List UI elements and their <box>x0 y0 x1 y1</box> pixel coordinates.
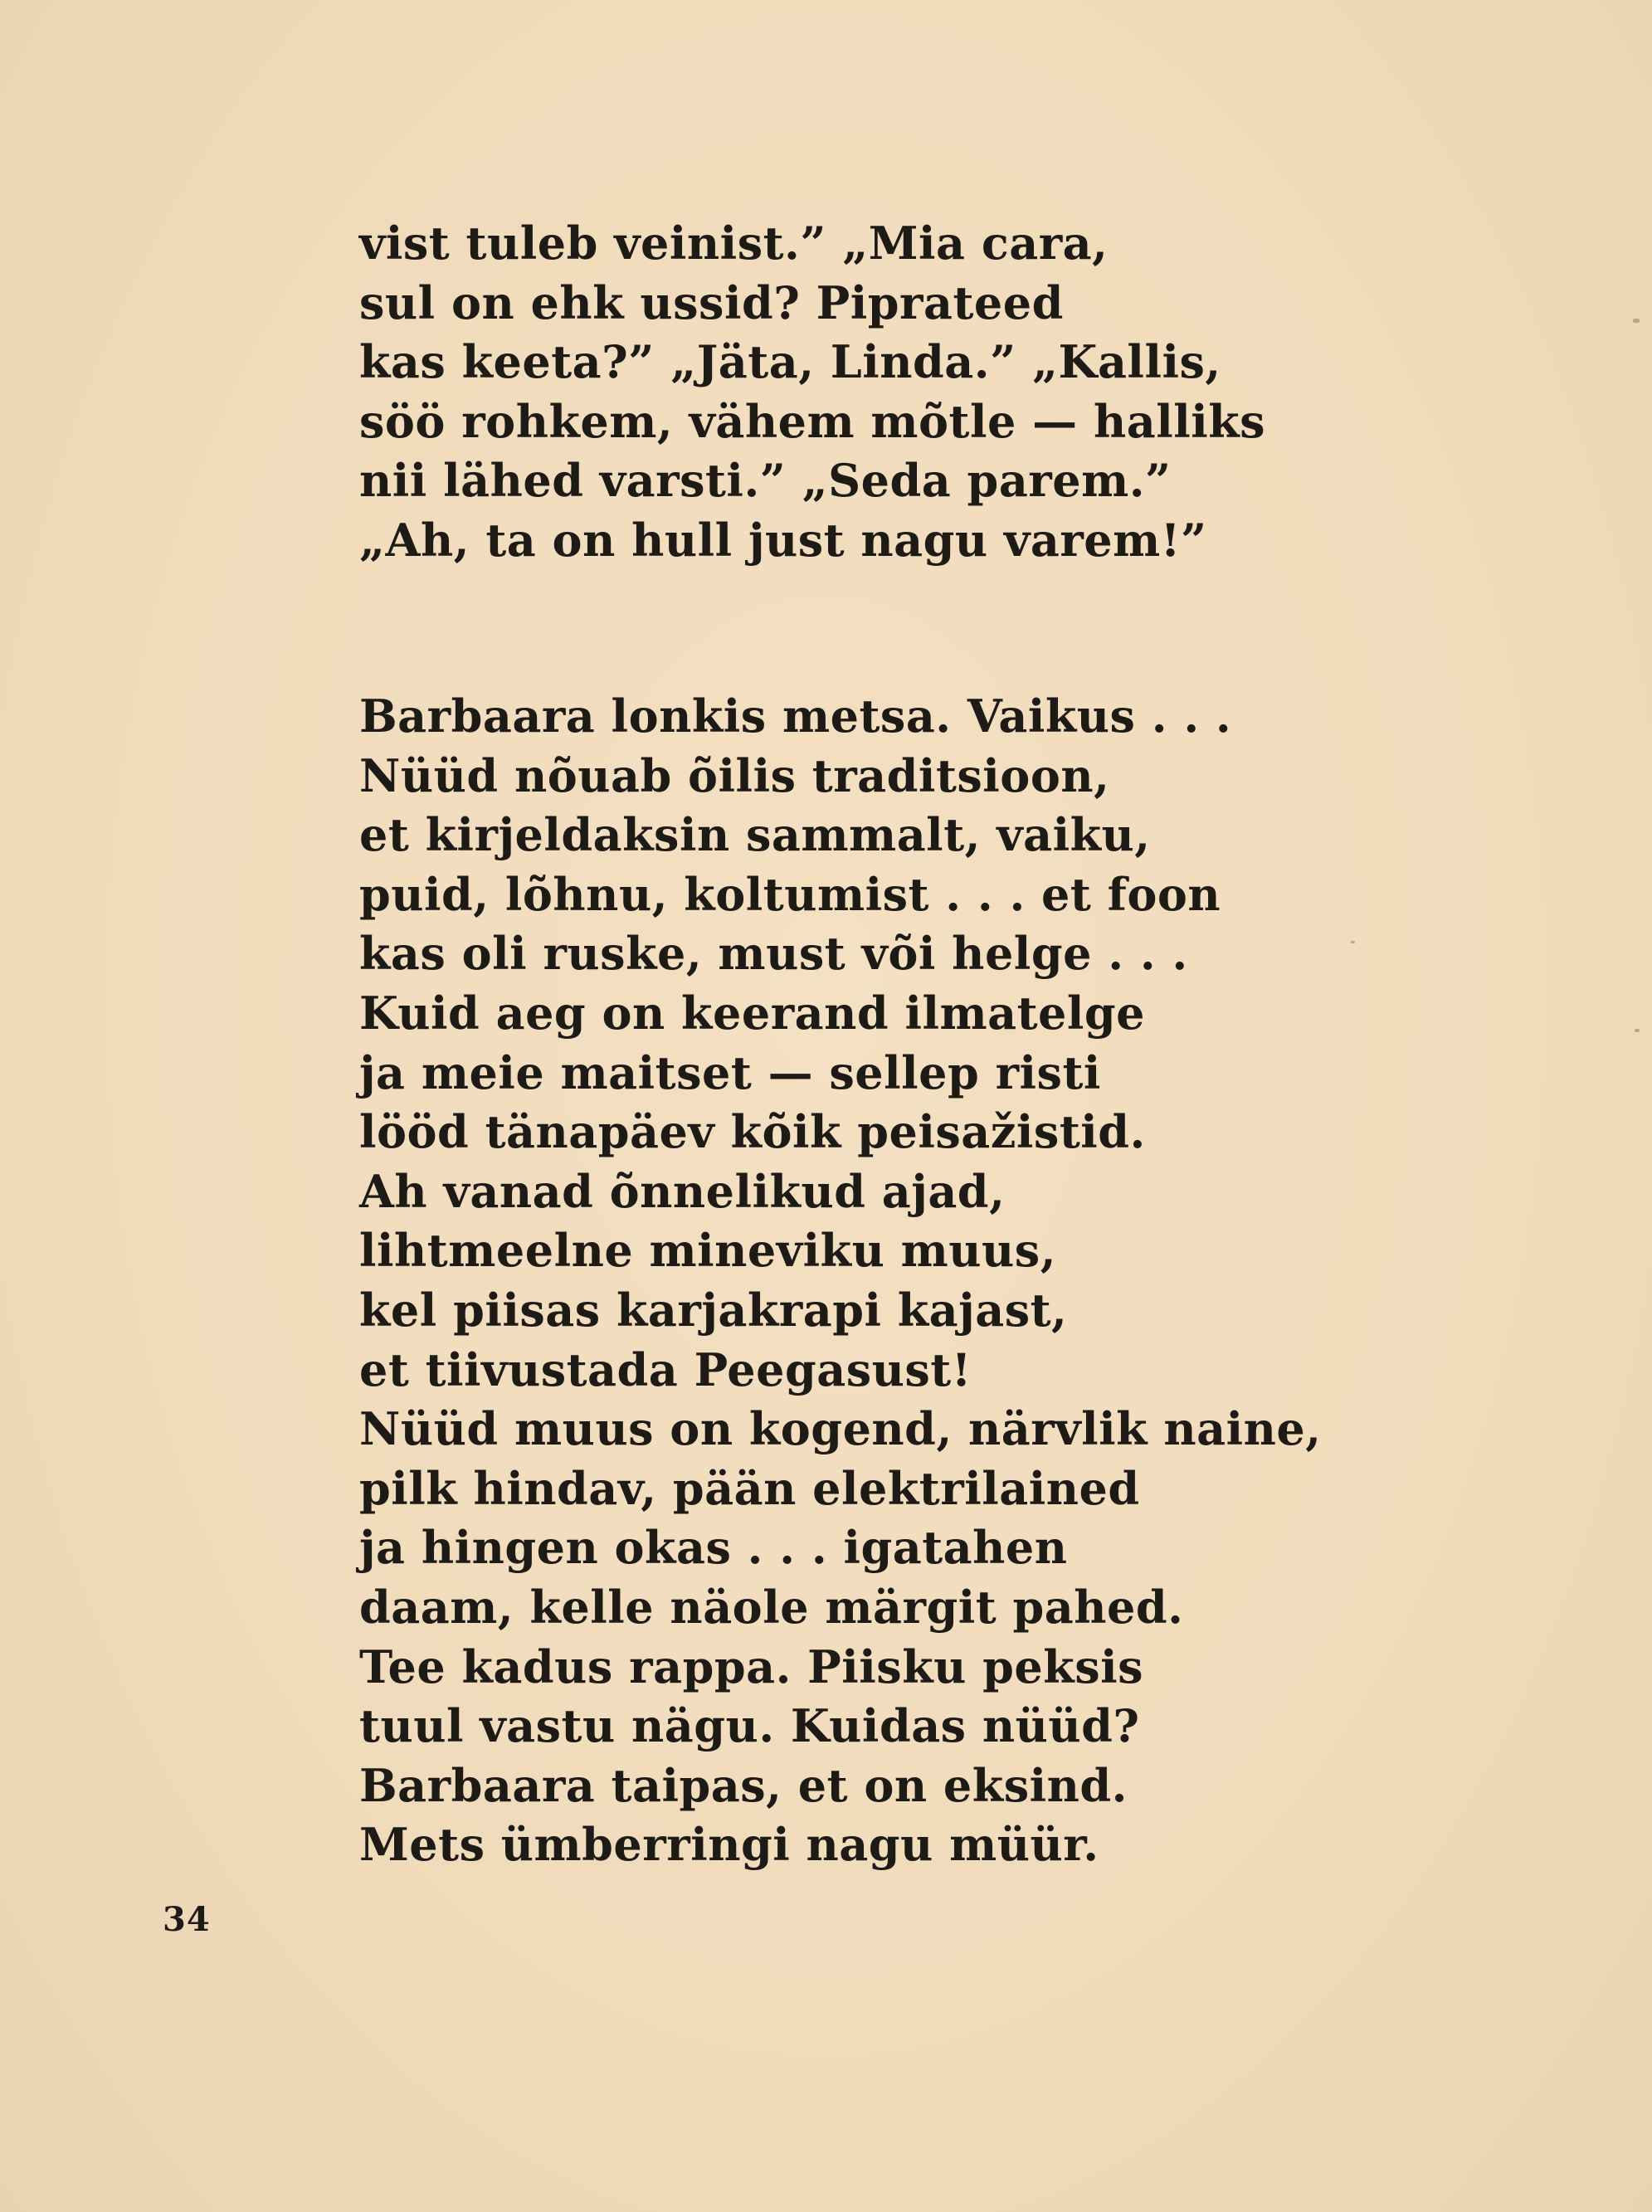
paper-speck <box>1351 941 1355 943</box>
poem-line: Barbaara taipas, et on eksind. <box>359 1758 1128 1812</box>
poem-line: pilk hindav, pään elektrilained <box>359 1461 1140 1515</box>
paper-speck <box>1633 319 1640 323</box>
poem-line: daam, kelle näole märgit pahed. <box>359 1580 1184 1634</box>
poem-line: Nüüd muus on kogend, närvlik naine, <box>359 1402 1322 1456</box>
poem-line: nii lähed varsti.” „Seda parem.” <box>359 454 1172 508</box>
poem-line: puid, lõhnu, koltumist . . . et foon <box>359 867 1221 921</box>
poem-line: „Ah, ta on hull just nagu varem!” <box>359 513 1207 567</box>
poem-line: Mets ümberringi nagu müür. <box>359 1818 1099 1872</box>
poem-line: Tee kadus rappa. Piisku peksis <box>359 1640 1144 1693</box>
stanza-2 <box>359 687 1322 1875</box>
poem-line: lööd tänapäev kõik peisažistid. <box>359 1105 1146 1159</box>
page-number: 34 <box>163 1900 211 1939</box>
poem-line: ja meie maitset — sellep risti <box>359 1045 1101 1099</box>
poem-line: Kuid aeg on keerand ilmatelge <box>359 986 1146 1040</box>
poem-line: et kirjeldaksin sammalt, vaiku, <box>359 808 1151 862</box>
poem-line: Ah vanad õnnelikud ajad, <box>359 1164 1006 1218</box>
paper-speck <box>1635 1029 1640 1032</box>
poem-line: Barbaara lonkis metsa. Vaikus . . . <box>359 689 1232 743</box>
poem-line: Nüüd nõuab õilis traditsioon, <box>359 748 1110 802</box>
poem-line: kas oli ruske, must või helge . . . <box>359 927 1188 981</box>
poem-line: lihtmeelne mineviku muus, <box>359 1224 1057 1278</box>
poem-line: sul on ehk ussid? Piprateed <box>359 275 1064 329</box>
poem-line: kel piisas karjakrapi kajast, <box>359 1283 1068 1337</box>
poem-line: et tiivustada Peegasust! <box>359 1342 972 1396</box>
stanza-1 <box>359 214 1265 571</box>
poem-line: kas keeta?” „Jäta, Linda.” „Kallis, <box>359 335 1221 389</box>
poem-line: söö rohkem, vähem mõtle — halliks <box>359 394 1266 448</box>
poem-line: tuul vastu nägu. Kuidas nüüd? <box>359 1699 1140 1753</box>
poem-line: vist tuleb veinist.” „Mia cara, <box>359 217 1109 270</box>
poem-line: ja hingen okas . . . igatahen <box>359 1521 1068 1575</box>
